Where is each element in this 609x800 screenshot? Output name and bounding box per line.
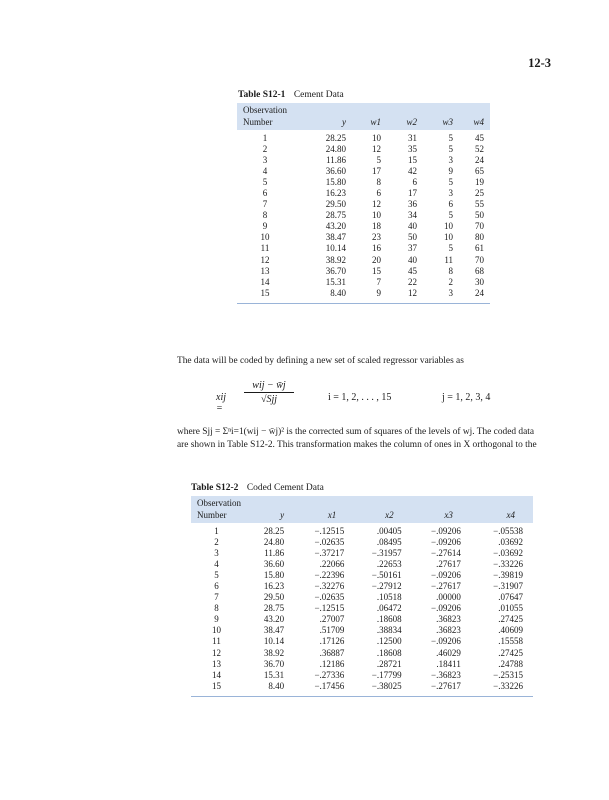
table-cell: 50 <box>408 232 417 243</box>
table-cell: 3 <box>448 155 453 166</box>
table2-row <box>191 570 533 581</box>
observation-number-cell: 14 <box>212 669 221 680</box>
table-cell: 25 <box>475 188 484 199</box>
column-header: Observation <box>197 498 241 508</box>
table-cell: −.27336 <box>314 669 345 680</box>
table2-row <box>191 648 533 659</box>
table1-caption <box>238 90 344 100</box>
table-cell: −.31907 <box>493 581 523 592</box>
table-cell: 16.23 <box>325 188 346 199</box>
column-header: y <box>280 510 285 520</box>
table-cell: −.17799 <box>371 669 402 680</box>
formula-lhs: xij = <box>216 392 226 414</box>
table1-row <box>237 277 490 288</box>
table-cell: 10 <box>444 221 453 232</box>
table-cell: .15558 <box>498 636 523 647</box>
table-cell: .12500 <box>376 636 402 647</box>
table2-row <box>191 614 533 625</box>
table-cell: 29.50 <box>263 592 285 603</box>
table2-row <box>191 681 533 697</box>
table-cell: 36 <box>408 199 417 210</box>
table-cell: −.32276 <box>314 581 345 592</box>
table-cell: −.09206 <box>431 603 461 614</box>
table-cell: 70 <box>475 221 484 232</box>
table-cell: 43.20 <box>263 614 285 625</box>
table-cell: .01055 <box>498 603 523 614</box>
observation-number-cell: 15 <box>212 680 221 691</box>
table-cell: 15 <box>372 265 381 276</box>
observation-number-cell: 6 <box>214 581 219 592</box>
table-cell: 15.31 <box>263 669 285 680</box>
table-cell: 10.14 <box>325 243 346 254</box>
table-cell: 6 <box>376 188 381 199</box>
table-cell: 36.60 <box>325 166 346 177</box>
table2-row <box>191 581 533 592</box>
table-cell: .18608 <box>376 647 402 658</box>
table1-row <box>237 177 490 188</box>
table-cell: 36.70 <box>263 658 285 669</box>
observation-number-cell: 9 <box>262 221 268 232</box>
table-cell: 16.23 <box>263 581 285 592</box>
table-cell: 11.86 <box>326 155 346 166</box>
table-cell: .18608 <box>376 614 402 625</box>
table-cell: −.09206 <box>431 636 461 647</box>
table-cell: 8.40 <box>330 287 346 298</box>
observation-number-cell: 7 <box>214 592 219 603</box>
observation-number-cell: 8 <box>262 210 268 221</box>
table-cell: 52 <box>475 144 484 155</box>
table-cell: 37 <box>408 243 417 254</box>
column-header: x1 <box>327 510 337 520</box>
table-cell: .17126 <box>319 636 345 647</box>
observation-number-cell: 8 <box>214 603 219 614</box>
table-cell: 38.92 <box>263 647 285 658</box>
page-number: 12-3 <box>528 56 551 70</box>
table-cell: 40 <box>408 254 417 265</box>
table-cell: 31 <box>408 133 417 143</box>
table2-row <box>191 559 533 570</box>
formula-numerator: wij − w̄j <box>244 380 294 393</box>
table-cell: 45 <box>408 265 417 276</box>
table1-row <box>237 199 490 210</box>
table-cell: 19 <box>475 177 484 188</box>
table-cell: 15.80 <box>325 177 346 188</box>
formula-fraction <box>244 380 294 405</box>
observation-number-cell: 12 <box>212 647 221 658</box>
observation-number-cell: 4 <box>262 166 268 177</box>
table2-row <box>191 548 533 559</box>
table-cell: 28.25 <box>325 133 346 143</box>
table1-row <box>237 266 490 277</box>
table2-header-row-2 <box>191 509 533 523</box>
table-cell: .27617 <box>436 559 461 570</box>
table-cell: .07647 <box>498 592 523 603</box>
table-cell: 30 <box>475 276 484 287</box>
table2-row <box>191 636 533 647</box>
table-cell: 11.86 <box>264 548 285 559</box>
column-header: x2 <box>385 510 394 520</box>
table-cell: −.22396 <box>314 570 345 581</box>
table2-row <box>191 592 533 603</box>
table-cell: 34 <box>408 210 417 221</box>
coded-cement-data-table <box>191 496 533 697</box>
table2-row <box>191 625 533 636</box>
observation-number-cell: 15 <box>260 287 270 298</box>
formula-condition-j: j = 1, 2, 3, 4 <box>442 392 491 403</box>
table-cell: −.25315 <box>493 669 523 680</box>
observation-number-cell: 11 <box>260 243 270 254</box>
table-cell: 65 <box>475 166 484 177</box>
table-cell: −.17456 <box>314 680 345 691</box>
table1-label: Table S12-1 <box>238 90 286 100</box>
table-cell: −.27912 <box>371 581 402 592</box>
column-header: y <box>342 117 346 127</box>
table-cell: −.09206 <box>431 537 461 548</box>
table-cell: −.12515 <box>314 526 345 536</box>
observation-number-cell: 2 <box>262 144 268 155</box>
table-cell: 6 <box>412 177 417 188</box>
table-cell: −.31957 <box>371 548 402 559</box>
table-cell: 42 <box>408 166 417 177</box>
table-cell: 29.50 <box>325 199 346 210</box>
table-cell: 22 <box>408 276 417 287</box>
table2-header-row-1 <box>191 496 533 509</box>
formula-condition-i: i = 1, 2, . . . , 15 <box>328 392 392 403</box>
table-cell: .22066 <box>319 559 345 570</box>
table-cell: −.33226 <box>493 680 523 691</box>
table-cell: 3 <box>448 287 453 298</box>
table-cell: −.27614 <box>431 548 461 559</box>
table1-row <box>237 232 490 243</box>
observation-number-cell: 13 <box>212 658 221 669</box>
table-cell: 3 <box>448 188 453 199</box>
table2-row <box>191 523 533 537</box>
table-cell: .18411 <box>436 658 461 669</box>
column-header: w1 <box>370 117 381 127</box>
table1-row <box>237 144 490 155</box>
table2-row <box>191 537 533 548</box>
table-cell: .46029 <box>436 647 461 658</box>
table-cell: −.50161 <box>371 570 402 581</box>
observation-number-cell: 7 <box>262 199 268 210</box>
table-cell: 11 <box>444 254 453 265</box>
table-cell: 5 <box>448 243 453 254</box>
table-cell: 50 <box>475 210 484 221</box>
table-cell: .51709 <box>319 625 345 636</box>
table-cell: 10 <box>444 232 453 243</box>
paragraph: are shown in Table S12-2. This transformation makes the column of ones in X orthogonal to the <box>177 440 537 450</box>
table-cell: 68 <box>475 265 484 276</box>
observation-number-cell: 1 <box>262 133 268 143</box>
table-cell: 15.80 <box>263 570 285 581</box>
table-cell: .10518 <box>376 592 402 603</box>
observation-number-cell: 14 <box>260 276 270 287</box>
table-cell: .27007 <box>319 614 345 625</box>
table-cell: 35 <box>408 144 417 155</box>
table-cell: 5 <box>448 144 453 155</box>
observation-number-cell: 11 <box>212 636 221 647</box>
table-cell: 15 <box>408 155 417 166</box>
table1-row <box>237 188 490 199</box>
table-cell: −.36823 <box>431 669 461 680</box>
table-cell: 24 <box>475 287 484 298</box>
column-header: w2 <box>406 117 417 127</box>
table-cell: −.39819 <box>493 570 523 581</box>
observation-number-cell: 2 <box>214 537 219 548</box>
table-cell: 15.31 <box>325 276 346 287</box>
column-header: Number <box>197 510 227 520</box>
cement-data-table <box>237 103 490 304</box>
table-cell: 36.60 <box>263 559 285 570</box>
table-cell: −.02635 <box>314 537 345 548</box>
table-cell: 36.70 <box>325 265 346 276</box>
table2-label: Table S12-2 <box>191 483 239 493</box>
table-cell: −.38025 <box>371 680 402 691</box>
table-cell: −.09206 <box>431 570 461 581</box>
observation-number-cell: 3 <box>214 548 219 559</box>
table-cell: 61 <box>475 243 484 254</box>
table2-row <box>191 670 533 681</box>
table-cell: 18 <box>372 221 381 232</box>
table-cell: 38.92 <box>325 254 346 265</box>
table1-row <box>237 255 490 266</box>
table-cell: 5 <box>448 133 453 143</box>
table-cell: 8 <box>448 265 453 276</box>
table-cell: −.02635 <box>314 592 345 603</box>
table2-row <box>191 603 533 614</box>
table-cell: 5 <box>448 210 453 221</box>
table-cell: .06472 <box>376 603 402 614</box>
table-cell: 8 <box>376 177 381 188</box>
table-cell: 10 <box>372 210 381 221</box>
table1-row <box>237 243 490 254</box>
table-cell: −.27617 <box>431 581 461 592</box>
table-cell: 24.80 <box>263 537 285 548</box>
table-cell: 16 <box>372 243 381 254</box>
table-cell: 9 <box>376 287 381 298</box>
table-cell: 24 <box>475 155 484 166</box>
column-header: x4 <box>506 510 515 520</box>
table-cell: .27425 <box>498 614 523 625</box>
table-cell: 38.47 <box>325 232 346 243</box>
table-cell: .24788 <box>498 658 523 669</box>
table-cell: 55 <box>475 199 484 210</box>
table-cell: 40 <box>408 221 417 232</box>
table-cell: .00000 <box>436 592 461 603</box>
table-cell: 70 <box>475 254 484 265</box>
table-cell: 28.75 <box>263 603 285 614</box>
table-cell: .28721 <box>376 658 402 669</box>
table-cell: .22653 <box>376 559 402 570</box>
table-cell: .12186 <box>319 658 345 669</box>
table-cell: .08495 <box>376 537 402 548</box>
table-cell: 9 <box>448 166 453 177</box>
table1-row <box>237 221 490 232</box>
observation-number-cell: 10 <box>260 232 270 243</box>
observation-number-cell: 3 <box>262 155 268 166</box>
table-cell: 12 <box>372 144 381 155</box>
table-cell: 20 <box>372 254 381 265</box>
table-cell: 10 <box>372 133 381 143</box>
table2-row <box>191 659 533 670</box>
column-header: w3 <box>442 117 453 127</box>
column-header: Observation <box>243 105 287 115</box>
table-cell: −.05538 <box>493 526 523 536</box>
observation-number-cell: 6 <box>262 188 268 199</box>
column-header: w4 <box>473 117 484 127</box>
table1-row <box>237 210 490 221</box>
table1-header-row-1 <box>237 103 490 116</box>
table1-header-row-2 <box>237 116 490 130</box>
table-cell: 17 <box>408 188 417 199</box>
table-cell: 12 <box>372 199 381 210</box>
table-cell: .00405 <box>376 526 402 536</box>
table-cell: 43.20 <box>325 221 346 232</box>
paragraph: The data will be coded by defining a new set of scaled regressor variables as <box>177 356 464 366</box>
table-cell: .36887 <box>319 647 345 658</box>
table-cell: .27425 <box>498 647 523 658</box>
column-header: Number <box>243 117 273 127</box>
table-cell: 5 <box>448 177 453 188</box>
table-cell: 5 <box>376 155 381 166</box>
observation-number-cell: 10 <box>212 625 221 636</box>
table-cell: 80 <box>475 232 484 243</box>
table-cell: −.37217 <box>314 548 345 559</box>
formula-denominator: √Sjj <box>260 394 278 405</box>
table-cell: .36823 <box>436 625 461 636</box>
table-cell: 6 <box>448 199 453 210</box>
observation-number-cell: 4 <box>214 559 219 570</box>
table-cell: 12 <box>408 287 417 298</box>
table-cell: −.03692 <box>493 548 523 559</box>
table-cell: 38.47 <box>263 625 285 636</box>
table-cell: 2 <box>448 276 453 287</box>
observation-number-cell: 5 <box>214 570 219 581</box>
table-cell: −.12515 <box>314 603 345 614</box>
observation-number-cell: 12 <box>260 254 270 265</box>
table-cell: 28.75 <box>325 210 346 221</box>
table-cell: 24.80 <box>325 144 346 155</box>
table-cell: 8.40 <box>268 680 285 691</box>
table2-title: Coded Cement Data <box>246 483 324 493</box>
table-cell: −.33226 <box>493 559 523 570</box>
table-cell: 28.25 <box>263 526 285 536</box>
table-cell: .03692 <box>498 537 523 548</box>
table-cell: 10.14 <box>263 636 285 647</box>
table1-row <box>237 155 490 166</box>
paragraph: where Sjj = Σⁿi=1(wij − w̄j)² is the corrected sum of squares of the levels of wj. The coded data <box>177 427 535 437</box>
table-cell: .38834 <box>376 625 402 636</box>
table-cell: 23 <box>372 232 381 243</box>
column-header: x3 <box>444 510 453 520</box>
table1-row <box>237 130 490 144</box>
table-cell: 7 <box>376 276 381 287</box>
table-cell: 17 <box>372 166 381 177</box>
table-cell: .36823 <box>436 614 461 625</box>
observation-number-cell: 5 <box>262 177 268 188</box>
table2-caption <box>191 483 324 493</box>
table1-row <box>237 288 490 304</box>
table-cell: .40609 <box>498 625 523 636</box>
table-cell: −.27617 <box>431 680 461 691</box>
table-cell: −.09206 <box>431 526 461 536</box>
observation-number-cell: 1 <box>214 526 219 536</box>
observation-number-cell: 9 <box>214 614 219 625</box>
table-cell: 45 <box>475 133 484 143</box>
table1-title: Cement Data <box>293 90 344 100</box>
table1-row <box>237 166 490 177</box>
observation-number-cell: 13 <box>260 265 270 276</box>
